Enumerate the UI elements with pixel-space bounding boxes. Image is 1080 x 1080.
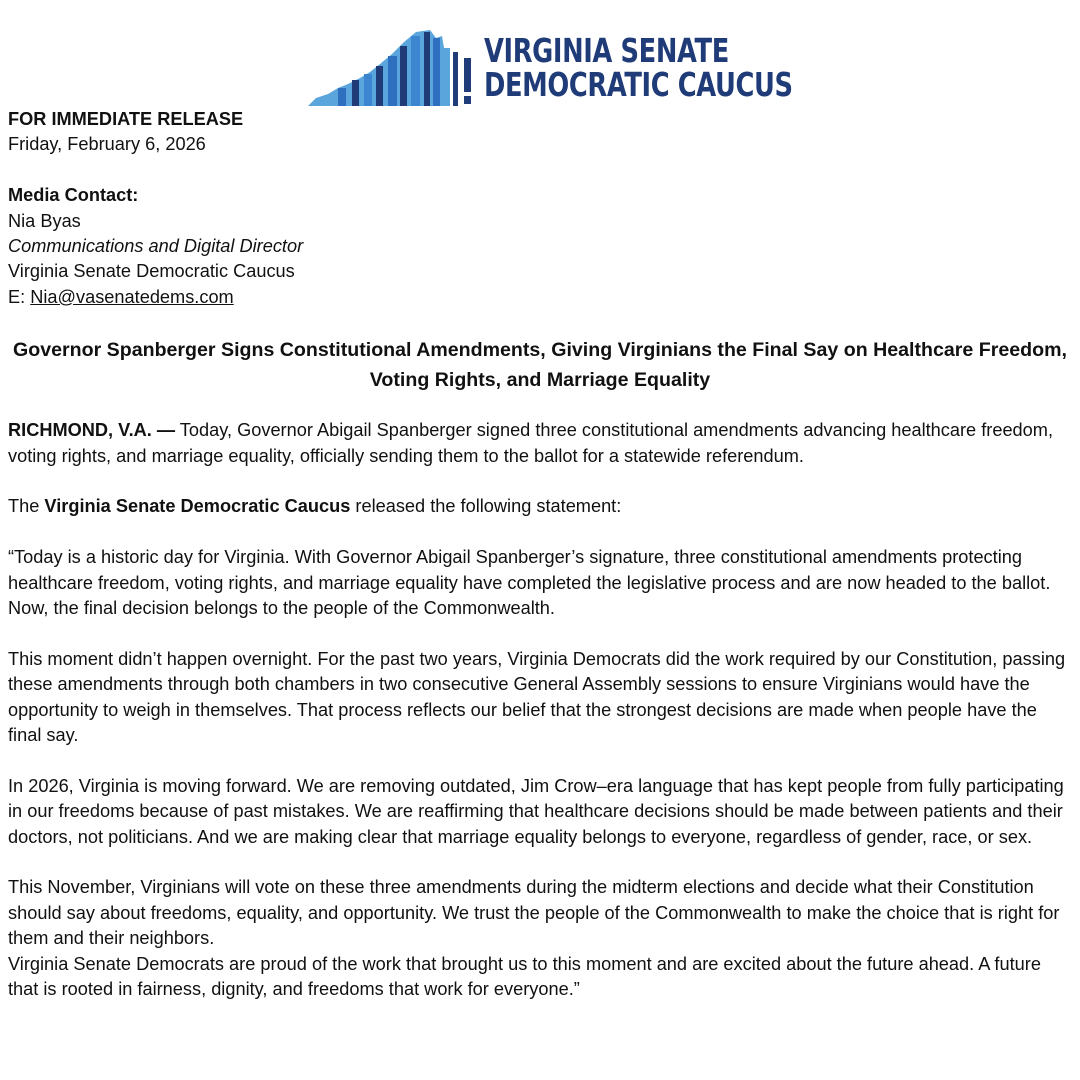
caucus-logo — [308, 28, 793, 110]
headline: Governor Spanberger Signs Constitutional Amendments, Giving Virginians the Final Say on Healthcare Freedom, Voting Rights, and Marriage Equality — [13, 339, 1067, 391]
media-contact-heading: Media Contact: — [8, 185, 139, 206]
statement-paragraph-2: This moment didn’t happen overnight. For the past two years, Virginia Democrats did the work required by our Constitution, passing these amendments through both chambers in two consecutive General Assembly sessions to ensure Virginians would have the opportunity to weigh in themselves. That process reflects our belief that the strongest decisions are made when people have the final say. — [8, 648, 1066, 746]
virginia-skyline-bars-icon — [308, 28, 478, 110]
statement-paragraph-3: In 2026, Virginia is moving forward. We are removing outdated, Jim Crow–era language that has kept people from fully participating in our freedoms because of past mistakes. We are reaffirming that healthcare decisions should be made between patients and their doctors, not politicians. And we are making clear that marriage equality belongs to everyone, regardless of gender, race, or sex. — [8, 775, 1064, 847]
contact-title: Communications and Digital Director — [8, 236, 304, 257]
release-label: FOR IMMEDIATE RELEASE — [8, 109, 244, 129]
statement-paragraph-5: Virginia Senate Democrats are proud of the work that brought us to this moment and are excited about the future ahead. A future that is rooted in fairness, dignity, and freedoms that work for everyone.” — [8, 953, 1041, 1000]
contact-email-link[interactable]: Nia@vasenatedems.com — [30, 286, 234, 307]
contact-org: Virginia Senate Democratic Caucus — [8, 261, 295, 282]
logo-line-1: VIRGINIA SENATE — [484, 31, 729, 70]
release-date: Friday, February 6, 2026 — [8, 134, 206, 155]
dateline: RICHMOND, V.A. — — [8, 420, 176, 441]
intro-post: released the following statement: — [350, 496, 622, 517]
statement-paragraph-1: “Today is a historic day for Virginia. With Governor Abigail Spanberger’s signature, three constitutional amendments protecting healthcare freedom, voting rights, and marriage equality have completed the legislative process and are now headed to the ballot. Now, the final decision belongs to the people of the Commonwealth. — [8, 547, 1051, 619]
contact-email-line — [8, 285, 1072, 310]
press-release — [8, 107, 1072, 1003]
lede-text: Today, Governor Abigail Spanberger signed three constitutional amendments advancing healthcare freedom, voting rights, and marriage equality, officially sending them to the ballot for a statewide referendum. — [8, 420, 1053, 466]
statement-paragraph-4: This November, Virginians will vote on these three amendments during the midterm elections and decide what their Constitution should say about freedoms, equality, and opportunity. We trust the people of the Commonwealth to make the choice that is right for them and their neighbors. — [8, 877, 1060, 949]
intro-paragraph — [8, 494, 1072, 519]
intro-pre: The — [8, 496, 45, 517]
contact-name: Nia Byas — [8, 210, 81, 231]
lede-paragraph — [8, 418, 1072, 469]
logo-wordmark — [484, 31, 793, 104]
logo-line-2: DEMOCRATIC CAUCUS — [484, 65, 793, 104]
intro-org: Virginia Senate Democratic Caucus — [44, 496, 351, 517]
email-prefix: E: — [8, 286, 31, 307]
